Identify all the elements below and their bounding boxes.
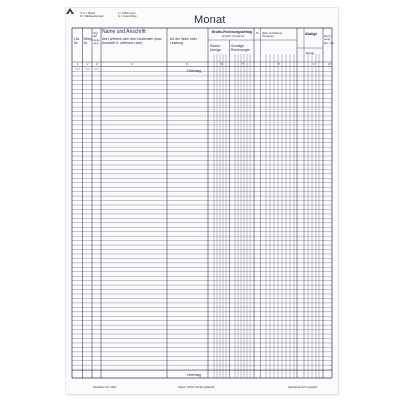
column-number: 6 [221, 63, 223, 67]
header-beleg-nr: Beleg Nr. [83, 37, 93, 45]
header-brutto: Brutto-Rechnungsbetrag [212, 30, 253, 34]
column-number: 10 [328, 63, 331, 67]
column-number: 1 [77, 63, 79, 67]
header-lfd-nr: Lfd. Nr. [74, 37, 80, 45]
header-name-title: Name und Anschrift [102, 29, 146, 35]
form-sheet [66, 8, 338, 394]
column-number: 8 [278, 63, 280, 67]
publisher-logo-icon [66, 8, 74, 14]
footer-form-number: Zweckform Nr. 2601 [93, 386, 117, 389]
legend-line: 2 = Differenzen [118, 12, 136, 15]
header-mwst-percent: % [256, 31, 259, 35]
header-rechnung-bezahlt: Rech-nung bez. am [324, 34, 334, 45]
column-number: 5 [186, 63, 188, 67]
form-legend [80, 12, 104, 18]
column-number: 3 [96, 63, 98, 67]
footer-copyright-note: Nachdruck nicht gestattet [288, 386, 318, 389]
form-grid [66, 8, 338, 394]
legend-line: G = Gutschriften [118, 15, 137, 19]
header-vorsteuer: darin enthaltene Vorsteuer [262, 31, 283, 39]
form-legend-right [118, 12, 137, 18]
header-betrag: Betrag [306, 51, 315, 55]
header-art: Art der Ware oder Leistung [170, 37, 197, 45]
footer-paper-note: Papier: 100% chlorfrei gebleicht [178, 386, 215, 389]
column-number: 9 [313, 63, 315, 67]
uebertrag-top: Übertrag [187, 69, 201, 73]
legend-line: *1 S = Skonti [80, 12, 96, 15]
form-title: Monat [194, 14, 226, 26]
column-number: 4 [131, 63, 133, 67]
column-number: 7 [242, 63, 244, 67]
legend-line: R = Rücksendungen [80, 15, 104, 19]
header-sonstige: Sonstige Rechnungen [231, 44, 251, 52]
header-name-sub: des Lieferers oder des Leistenden (bzw. Anschrift lt. Lieferant-Liste) [102, 37, 163, 45]
uebertrag-bottom: Übertrag [187, 372, 201, 377]
header-brutto-sub: einschl. Vorsteuer [222, 34, 245, 38]
header-warenbezuege: Waren-bezüge [210, 44, 222, 52]
header-tag: Tag der Liefe-rung [93, 31, 100, 45]
column-number: 2 [87, 63, 89, 67]
header-abzuege: Abzüge [305, 32, 318, 36]
